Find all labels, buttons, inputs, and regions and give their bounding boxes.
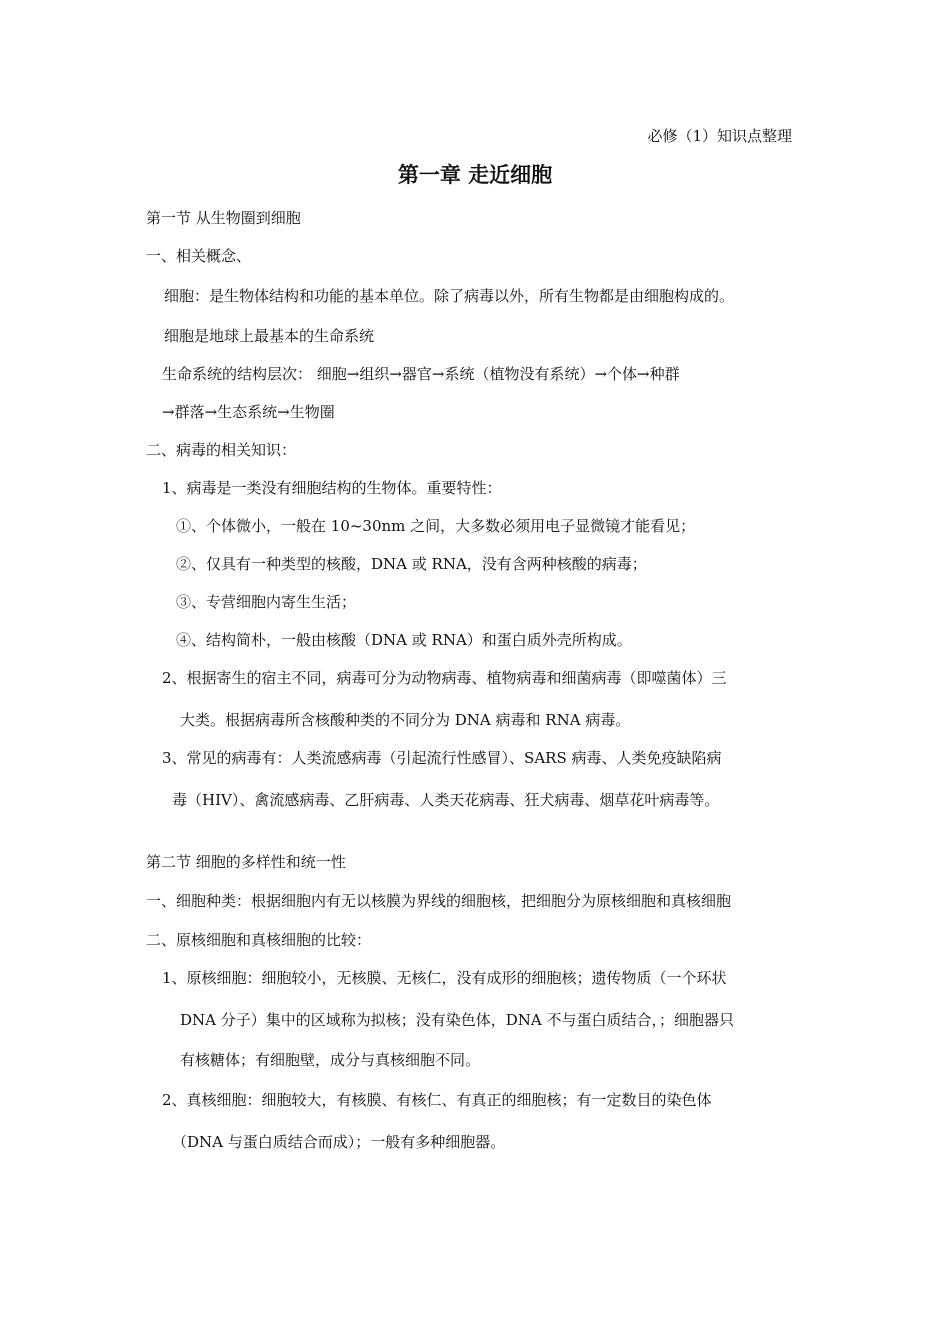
subheading-virus: 二、病毒的相关知识： [146, 441, 297, 459]
section-heading-2: 第二节 细胞的多样性和统一性 [146, 853, 346, 871]
paragraph-line: 生命系统的结构层次： 细胞→组织→器官→系统（植物没有系统）→个体→种群 [162, 365, 680, 383]
paragraph-line: （DNA 与蛋白质结合而成）；一般有多种细胞器。 [172, 1133, 506, 1151]
list-item: 3、常见的病毒有：人类流感病毒（引起流行性感冒）、SARS 病毒、人类免疫缺陷病 [162, 749, 722, 767]
list-item: 1、病毒是一类没有细胞结构的生物体。重要特性： [162, 479, 502, 497]
list-item: ②、仅具有一种类型的核酸，DNA 或 RNA，没有含两种核酸的病毒； [176, 555, 647, 573]
subheading-concepts: 一、相关概念、 [146, 247, 252, 265]
paragraph-line: DNA 分子）集中的区域称为拟核；没有染色体，DNA 不与蛋白质结合，；细胞器只 [180, 1011, 735, 1029]
subheading-comparison: 二、原核细胞和真核细胞的比较： [146, 931, 372, 949]
paragraph-line: 细胞是地球上最基本的生命系统 [164, 327, 375, 345]
paragraph-line: 一、细胞种类：根据细胞内有无以核膜为界线的细胞核，把细胞分为原核细胞和真核细胞 [146, 892, 732, 910]
section-heading-1: 第一节 从生物圈到细胞 [146, 209, 301, 227]
paragraph-line: →群落→生态系统→生物圈 [162, 403, 335, 421]
list-item: ①、个体微小，一般在 10~30nm 之间，大多数必须用电子显微镜才能看见； [176, 517, 696, 535]
chapter-title: 第一章 走近细胞 [397, 163, 553, 187]
course-label: 必修（1）知识点整理 [647, 127, 792, 145]
list-item: ③、专营细胞内寄生生活； [176, 593, 357, 611]
list-item: 2、真核细胞：细胞较大，有核膜、有核仁、有真正的细胞核；有一定数目的染色体 [162, 1091, 712, 1109]
list-item: ④、结构简朴，一般由核酸（DNA 或 RNA）和蛋白质外壳所构成。 [176, 631, 632, 649]
paragraph-line: 有核糖体；有细胞壁，成分与真核细胞不同。 [180, 1051, 481, 1069]
paragraph-line: 细胞：是生物体结构和功能的基本单位。除了病毒以外，所有生物都是由细胞构成的。 [164, 287, 735, 305]
list-item: 1、原核细胞：细胞较小，无核膜、无核仁，没有成形的细胞核；遗传物质（一个环状 [162, 969, 727, 987]
paragraph-line: 大类。根据病毒所含核酸种类的不同分为 DNA 病毒和 RNA 病毒。 [180, 711, 631, 729]
paragraph-line: 毒（HIV）、禽流感病毒、乙肝病毒、人类天花病毒、狂犬病毒、烟草花叶病毒等。 [172, 791, 720, 809]
list-item: 2、根据寄生的宿主不同，病毒可分为动物病毒、植物病毒和细菌病毒（即噬菌体）三 [162, 669, 727, 687]
